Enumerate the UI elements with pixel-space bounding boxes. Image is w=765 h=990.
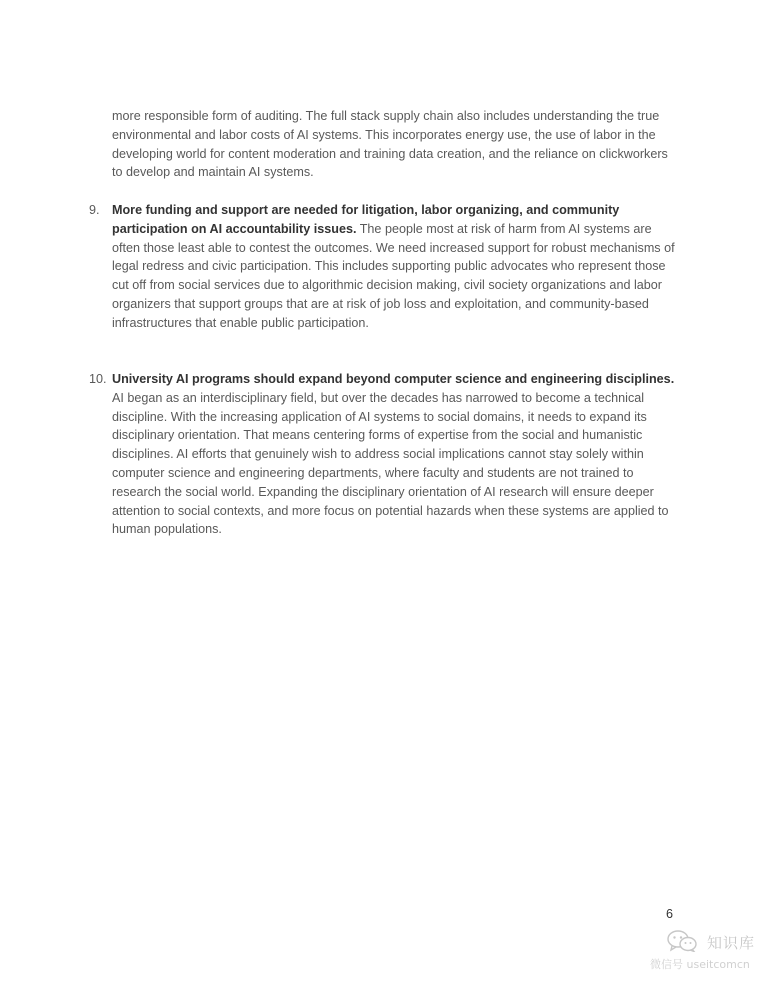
list-item-9-body: The people most at risk of harm from AI systems are often those least able to contest the outcomes. We need increased support for robust mechanisms of legal redress and civic participation. This includes supporting public advocates who represent those cut off from social services due to algorithmic decision making, civil society organizations and labor organizers that support groups that are at risk of job loss and exploitation, and community-based infrastructures that enable public participation. bbox=[112, 221, 675, 330]
list-item-10-heading: University AI programs should expand beyond computer science and engineering disciplines. bbox=[112, 372, 675, 386]
watermark bbox=[650, 928, 765, 973]
watermark-subtitle: 微信号 useitcomcn bbox=[650, 958, 750, 971]
page-number: 6 bbox=[666, 907, 674, 921]
list-item-10-body: AI began as an interdisciplinary field, but over the decades has narrowed to become a technical discipline. With the increasing application of AI systems to social domains, it needs to expand its disciplinary orientation. That means centering forms of expertise from the social and humanistic disciplines. AI efforts that genuinely wish to address social implications cannot stay solely within computer science and engineering departments, where faculty and students are not trained to research the social world. Expanding the disciplinary orientation of AI research will ensure deeper attention to social contexts, and more focus on potential hazards when these systems are applied to human populations. bbox=[112, 390, 669, 537]
continuation-paragraph: more responsible form of auditing. The full stack supply chain also includes understanding the true environmental and labor costs of AI systems. This incorporates energy use, the use of labor in the developing world for content moderation and training data creation, and the reliance on clickworkers to develop and maintain AI systems. bbox=[112, 109, 668, 180]
list-item-10 bbox=[112, 370, 678, 539]
list-item-9 bbox=[112, 201, 678, 333]
list-item-9-heading: More funding and support are needed for litigation, labor organizing, and community participation on AI accountability issues. bbox=[112, 203, 620, 236]
watermark-title: 知识库 bbox=[707, 934, 756, 952]
wechat-icon bbox=[667, 930, 697, 952]
list-item-number-10: 10. bbox=[89, 372, 107, 386]
list-item-number-9: 9. bbox=[89, 203, 100, 217]
